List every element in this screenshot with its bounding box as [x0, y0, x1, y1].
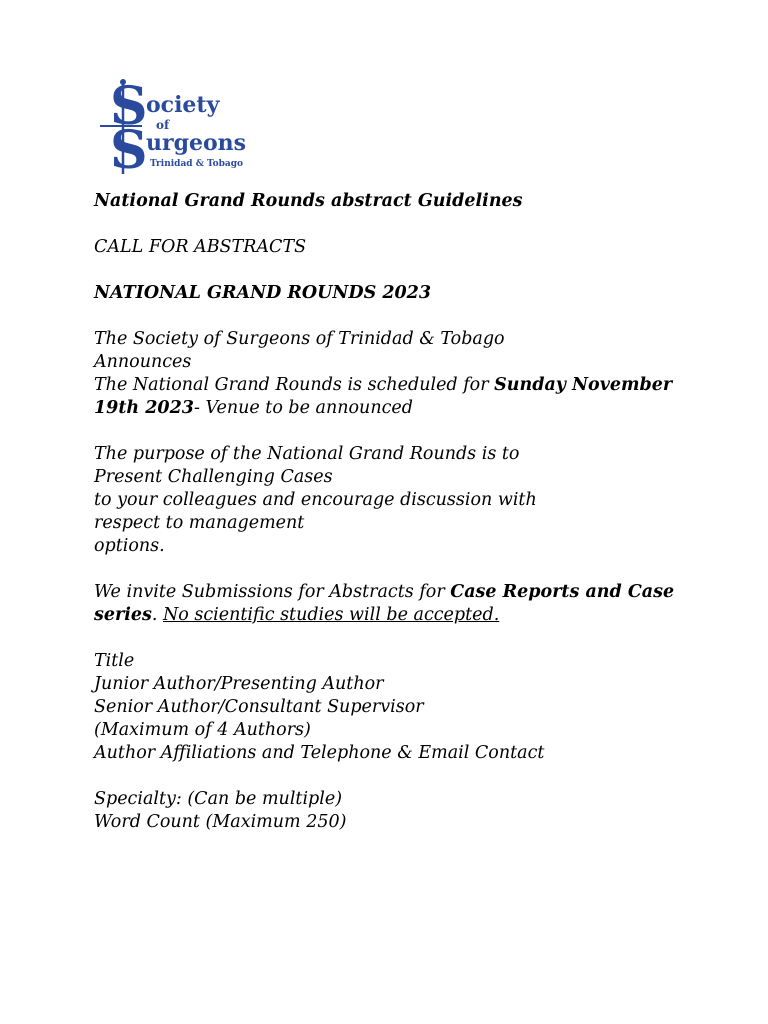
invite-line-2 — [94, 604, 694, 627]
announcement-paragraph — [94, 328, 694, 420]
invite-paragraph — [94, 581, 694, 627]
case-types-part-1: Case Reports and Case — [450, 582, 675, 602]
announcement-line-2: Announces — [94, 352, 192, 372]
requirement-item: Title — [94, 651, 135, 671]
event-date-part-1: Sunday November — [494, 375, 673, 395]
requirement-item: Junior Author/Presenting Author — [94, 674, 384, 694]
requirement-item: Author Affiliations and Telephone & Email Contact — [94, 743, 545, 763]
logo-tagline: Trinidad & Tobago — [150, 159, 244, 169]
document-heading: National Grand Rounds abstract Guidelines — [94, 191, 523, 211]
call-for-abstracts: CALL FOR ABSTRACTS — [94, 237, 307, 257]
purpose-line-2: Present Challenging Cases — [94, 467, 333, 487]
announcement-line-3-text: The National Grand Rounds is scheduled for — [94, 375, 495, 395]
venue-note: - Venue to be announced — [193, 398, 413, 418]
announcement-line-4 — [94, 397, 694, 420]
document-body — [94, 190, 694, 857]
invite-separator: . — [151, 605, 163, 625]
purpose-line-1: The purpose of the National Grand Rounds is to — [94, 444, 520, 464]
logo-word-society: ociety — [146, 92, 220, 118]
invite-line-1-text: We invite Submissions for Abstracts for — [94, 582, 451, 602]
case-types-part-2: series — [94, 605, 152, 625]
extras-list — [94, 788, 694, 834]
logo-initial-1: S — [110, 78, 148, 137]
event-title: NATIONAL GRAND ROUNDS 2023 — [94, 283, 432, 303]
event-date-part-2: 19th 2023 — [94, 398, 194, 418]
purpose-line-5: options. — [94, 536, 165, 556]
purpose-paragraph — [94, 443, 694, 558]
purpose-line-3: to your colleagues and encourage discussion with — [94, 490, 537, 510]
society-logo — [96, 78, 276, 178]
society-logo-mark — [96, 78, 276, 178]
logo-initial-2: S — [110, 120, 148, 178]
requirement-item: (Maximum of 4 Authors) — [94, 720, 311, 740]
purpose-line-4: respect to management — [94, 513, 305, 533]
requirements-list — [94, 650, 694, 765]
extra-item: Specialty: (Can be multiple) — [94, 789, 343, 809]
requirement-item: Senior Author/Consultant Supervisor — [94, 697, 424, 717]
extra-item: Word Count (Maximum 250) — [94, 812, 347, 832]
logo-word-surgeons: urgeons — [146, 130, 247, 156]
exclusion-note: No scientific studies will be accepted. — [162, 605, 500, 625]
invite-line-1 — [94, 581, 694, 604]
announcement-line-1: The Society of Surgeons of Trinidad & Tobago — [94, 329, 505, 349]
logo-word-of: of — [156, 118, 170, 132]
announcement-line-3 — [94, 374, 694, 397]
